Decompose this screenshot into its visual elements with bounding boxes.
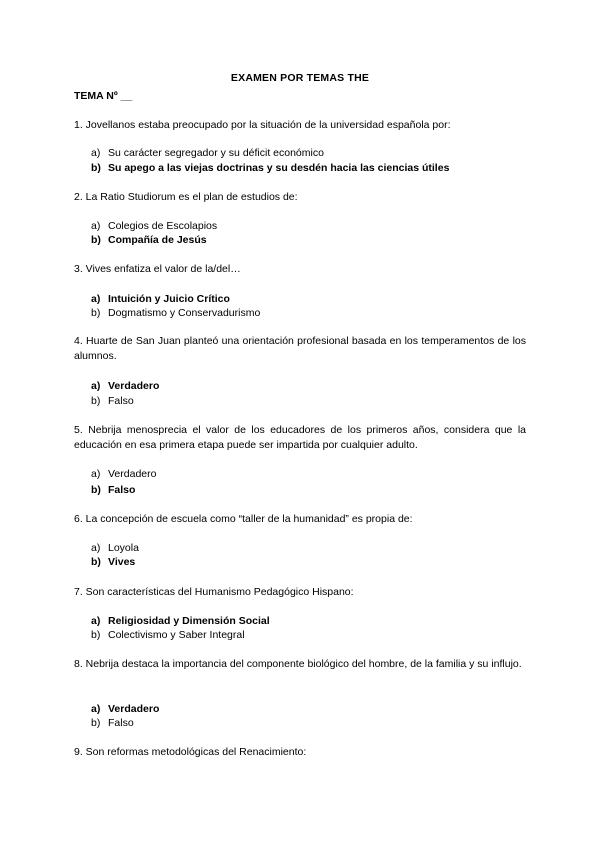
option-text: Su apego a las viejas doctrinas y su desdén hacia las ciencias útiles — [108, 162, 450, 174]
question-4-option-b — [91, 394, 134, 408]
option-text: Falso — [108, 395, 134, 407]
option-text: Su carácter segregador y su déficit económico — [108, 147, 324, 159]
question-7-option-a — [91, 614, 270, 628]
question-1: 1. Jovellanos estaba preocupado por la situación de la universidad española por: — [74, 119, 451, 131]
option-letter: a) — [91, 468, 101, 480]
question-2: 2. La Ratio Studiorum es el plan de estudios de: — [74, 191, 298, 203]
question-3: 3. Vives enfatiza el valor de la/del… — [74, 263, 241, 275]
option-letter: b) — [91, 162, 101, 174]
question-8: 8. Nebrija destaca la importancia del componente biológico del hombre, de la familia y su influjo. — [74, 658, 522, 670]
question-5: 5. Nebrija menosprecia el valor de los educadores de los primeros años, considera que la educación en esa primera etapa puede ser impartida por cualquier adulto. — [74, 424, 526, 451]
tema-number-label: TEMA Nº __ — [74, 90, 133, 102]
option-text: Compañía de Jesús — [108, 234, 207, 246]
option-letter: b) — [91, 556, 101, 568]
option-text: Falso — [108, 484, 136, 496]
exam-title: EXAMEN POR TEMAS THE — [230, 72, 370, 84]
question-6: 6. La concepción de escuela como “taller de la humanidad” es propia de: — [74, 513, 413, 525]
option-text: Intuición y Juicio Crítico — [108, 293, 230, 305]
question-7-option-b — [91, 628, 245, 642]
question-8-option-b — [91, 716, 134, 730]
option-letter: a) — [91, 147, 101, 159]
option-letter: b) — [91, 717, 101, 729]
option-text: Religiosidad y Dimensión Social — [108, 615, 270, 627]
option-text: Dogmatismo y Conservadurismo — [108, 307, 261, 319]
question-3-option-b — [91, 306, 260, 320]
question-1-option-a — [91, 146, 324, 160]
question-7: 7. Son características del Humanismo Pedagógico Hispano: — [74, 586, 354, 598]
option-letter: b) — [91, 307, 101, 319]
question-4-option-a — [91, 379, 159, 393]
question-3-option-a — [91, 292, 230, 306]
question-2-option-a — [91, 219, 217, 233]
option-text: Falso — [108, 717, 134, 729]
option-text: Loyola — [108, 542, 139, 554]
question-8-option-a — [91, 702, 159, 716]
option-letter: a) — [91, 293, 101, 305]
question-6-option-b — [91, 555, 135, 569]
option-letter: b) — [91, 629, 101, 641]
question-6-option-a — [91, 541, 139, 555]
option-text: Colectivismo y Saber Integral — [108, 629, 245, 641]
option-letter: a) — [91, 380, 101, 392]
option-letter: b) — [91, 395, 101, 407]
question-4: 4. Huarte de San Juan planteó una orientación profesional basada en los temperamentos de los alumnos. — [74, 335, 526, 362]
option-text: Verdadero — [108, 468, 157, 480]
option-letter: b) — [91, 234, 101, 246]
option-letter: a) — [91, 615, 101, 627]
option-letter: b) — [91, 484, 101, 496]
question-5-option-a — [91, 467, 156, 481]
option-text: Verdadero — [108, 703, 160, 715]
question-2-option-b — [91, 233, 207, 247]
question-9: 9. Son reformas metodológicas del Renacimiento: — [74, 746, 307, 758]
option-text: Vives — [108, 556, 136, 568]
option-letter: a) — [91, 542, 101, 554]
question-5-option-b — [91, 483, 135, 497]
option-letter: a) — [91, 220, 101, 232]
option-letter: a) — [91, 703, 101, 715]
option-text: Colegios de Escolapios — [108, 220, 218, 232]
option-text: Verdadero — [108, 380, 160, 392]
question-1-option-b — [91, 161, 449, 175]
